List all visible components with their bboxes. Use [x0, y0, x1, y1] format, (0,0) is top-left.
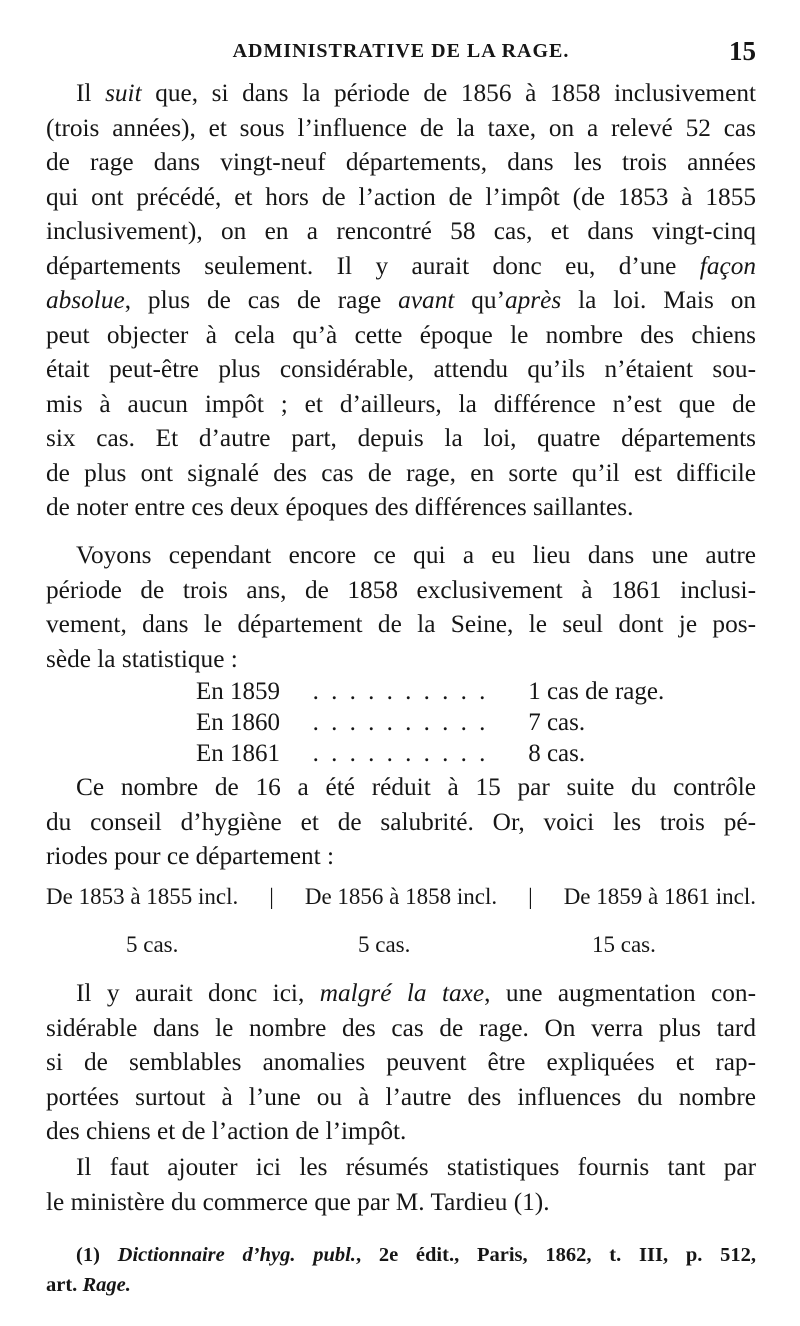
text-line: période de trois ans, de 1858 exclusivement à 1861 inclusi- — [46, 575, 756, 604]
text-line: vement, dans le département de la Seine, le seul dont je pos- — [46, 610, 756, 638]
year-label: En 1859 — [196, 678, 281, 705]
table-row — [196, 738, 716, 769]
page-header — [46, 36, 756, 72]
paragraph-4 — [46, 976, 756, 1149]
text-line: des chiens et de l’action de l’impôt. — [46, 1117, 407, 1145]
text-line: de noter entre ces deux époques des différences saillantes. — [46, 493, 634, 521]
text-line: du conseil d’hygiène et de salubrité. Or, voici les trois pé- — [46, 807, 756, 836]
text-line: départements seulement. Il y aurait donc eu, d’une façon — [46, 251, 756, 280]
case-count: 7 cas. — [528, 709, 586, 736]
footnote-marker: (1) — [76, 1244, 100, 1266]
rabies-statistics-table — [196, 676, 716, 769]
period-label: De 1856 à 1858 incl. — [304, 884, 498, 909]
periods-header-row — [46, 884, 756, 918]
text-line: peut objecter à cela qu’à cette époque le nombre des chiens — [46, 320, 756, 349]
year-label: En 1861 — [196, 740, 281, 767]
text-line: de rage dans vingt-neuf départements, dans les trois années — [46, 148, 756, 176]
text-line: portées surtout à l’une ou à l’autre des influences du nombre — [46, 1082, 756, 1111]
paragraph-3 — [46, 770, 756, 874]
footnote — [46, 1240, 756, 1300]
footnote-art-prefix: art. — [46, 1274, 78, 1296]
text-line: le ministère du commerce que par M. Tardieu (1). — [46, 1187, 550, 1216]
text-line: si de semblables anomalies peuvent être expliquées et rap- — [46, 1048, 756, 1076]
year-label: En 1860 — [196, 709, 281, 736]
text-line: Il faut ajouter ici les résumés statistiques fournis tant par — [76, 1153, 756, 1181]
footnote-title: Dictionnaire d’hyg. publ. — [117, 1244, 356, 1266]
paragraph-5 — [46, 1150, 756, 1219]
text-line: qui ont précédé, et hors de l’action de l’impôt (de 1853 à 1855 — [46, 182, 756, 211]
leader-dots: . . . . . . . . . . — [312, 740, 489, 767]
case-count: 1 cas de rage. — [528, 678, 665, 705]
page-number: 15 — [729, 36, 756, 66]
period-separator: | — [528, 884, 533, 909]
period-label: De 1859 à 1861 incl. — [563, 884, 756, 909]
text-line: inclusivement), on en a rencontré 58 cas, et dans vingt-cinq — [46, 217, 756, 245]
footnote-line — [46, 1270, 756, 1300]
text-line: sède la statistique : — [46, 644, 238, 673]
case-count: 8 cas. — [528, 740, 586, 767]
text-line: mis à aucun impôt ; et d’ailleurs, la différence n’est que de — [46, 389, 756, 418]
text-line: absolue, plus de cas de rage avant qu’après la loi. Mais on — [46, 286, 756, 314]
footnote-line — [46, 1240, 756, 1270]
period-count: 5 cas. — [358, 932, 411, 957]
text-line: de plus ont signalé des cas de rage, en sorte qu’il est difficile — [46, 458, 756, 487]
text-line: riodes pour ce département : — [46, 842, 334, 870]
period-label: De 1853 à 1855 incl. — [46, 884, 239, 909]
leader-dots: . . . . . . . . . . — [312, 709, 489, 736]
period-separator: | — [269, 884, 274, 909]
table-row — [196, 676, 716, 707]
text-line: Ce nombre de 16 a été réduit à 15 par suite du contrôle — [76, 773, 756, 801]
text-line: Voyons cependant encore ce qui a eu lieu dans une autre — [76, 541, 756, 569]
period-count: 15 cas. — [592, 932, 656, 957]
paragraph-1 — [46, 76, 756, 525]
leader-dots: . . . . . . . . . . — [312, 678, 489, 705]
running-head: ADMINISTRATIVE DE LA RAGE. — [232, 40, 570, 62]
text-line: six cas. Et d’autre part, depuis la loi, quatre départements — [46, 424, 756, 452]
period-count: 5 cas. — [126, 932, 179, 957]
text-line: (trois années), et sous l’influence de la taxe, on a relevé 52 cas — [46, 113, 756, 142]
table-row — [196, 707, 716, 738]
text-line: était peut-être plus considérable, attendu qu’ils n’étaient sou- — [46, 355, 756, 383]
paragraph-2 — [46, 538, 756, 676]
text-line: Il y aurait donc ici, malgré la taxe, une augmentation con- — [76, 979, 756, 1007]
text-line: sidérable dans le nombre des cas de rage. On verra plus tard — [46, 1013, 756, 1042]
footnote-art-title: Rage. — [82, 1274, 131, 1296]
text-line: Il suit que, si dans la période de 1856 à 1858 inclusivement — [76, 79, 756, 107]
footnote-details: , 2e édit., Paris, 1862, t. III, p. 512, — [355, 1244, 756, 1266]
periods-counts-row — [46, 932, 756, 966]
